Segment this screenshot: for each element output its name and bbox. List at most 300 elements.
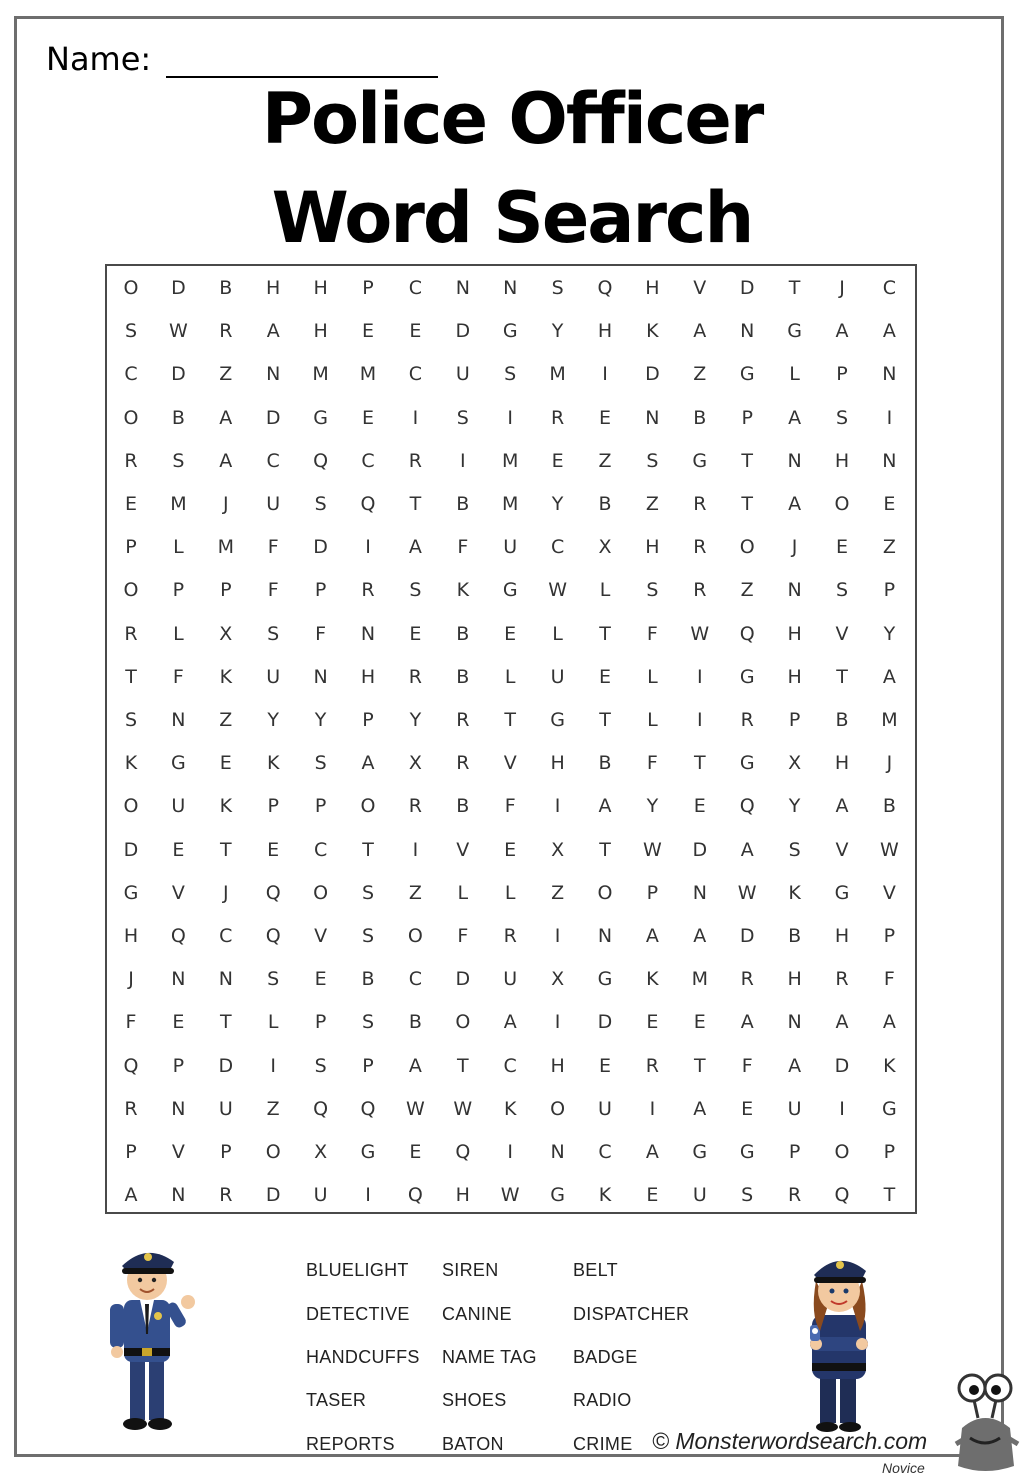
grid-letter[interactable]: P xyxy=(883,925,896,947)
grid-letter[interactable]: G xyxy=(171,752,186,775)
grid-letter[interactable]: V xyxy=(171,1141,185,1163)
grid-letter[interactable]: R xyxy=(124,622,138,645)
grid-letter[interactable]: T xyxy=(409,493,422,515)
grid-letter[interactable]: H xyxy=(834,449,850,472)
grid-letter[interactable]: G xyxy=(739,665,755,688)
grid-letter[interactable]: F xyxy=(741,1054,753,1077)
grid-letter[interactable]: N xyxy=(171,1184,186,1207)
grid-letter[interactable]: G xyxy=(739,363,755,386)
grid-letter[interactable]: S xyxy=(267,968,280,991)
grid-letter[interactable]: V xyxy=(314,925,328,947)
grid-letter[interactable]: O xyxy=(407,925,423,947)
grid-letter[interactable]: J xyxy=(886,752,893,775)
grid-letter[interactable]: Y xyxy=(551,493,564,515)
grid-letter[interactable]: I xyxy=(270,1054,276,1077)
grid-letter[interactable]: P xyxy=(788,709,801,731)
grid-letter[interactable]: S xyxy=(646,579,659,602)
grid-letter[interactable]: S xyxy=(267,622,280,645)
grid-letter[interactable]: T xyxy=(741,449,753,472)
grid-letter[interactable]: A xyxy=(408,1054,422,1077)
grid-letter[interactable]: H xyxy=(313,277,328,299)
grid-letter[interactable]: F xyxy=(267,536,279,559)
grid-letter[interactable]: J xyxy=(128,968,134,991)
grid-letter[interactable]: N xyxy=(218,968,233,991)
grid-letter[interactable]: S xyxy=(456,406,469,429)
grid-letter[interactable]: E xyxy=(598,1054,611,1077)
grid-letter[interactable]: W xyxy=(642,838,662,861)
grid-letter[interactable]: T xyxy=(693,1054,706,1077)
grid-letter[interactable]: G xyxy=(550,709,565,731)
grid-letter[interactable]: V xyxy=(835,838,849,861)
grid-letter[interactable]: Q xyxy=(455,1141,471,1163)
grid-letter[interactable]: Z xyxy=(266,1097,280,1120)
grid-letter[interactable]: E xyxy=(124,493,137,515)
grid-letter[interactable]: R xyxy=(124,449,138,472)
grid-letter[interactable]: N xyxy=(645,406,660,429)
grid-letter[interactable]: P xyxy=(646,881,659,904)
grid-letter[interactable]: P xyxy=(172,579,185,602)
grid-letter[interactable]: C xyxy=(361,449,375,472)
grid-letter[interactable]: D xyxy=(645,363,660,386)
grid-letter[interactable]: H xyxy=(266,277,281,299)
grid-letter[interactable]: M xyxy=(501,449,519,472)
grid-letter[interactable]: C xyxy=(408,277,423,299)
grid-letter[interactable]: E xyxy=(267,838,280,861)
grid-letter[interactable]: O xyxy=(455,1011,471,1034)
grid-letter[interactable]: H xyxy=(787,665,802,688)
grid-letter[interactable]: N xyxy=(171,968,186,991)
grid-letter[interactable]: I xyxy=(649,1097,656,1120)
grid-letter[interactable]: E xyxy=(361,406,374,429)
grid-letter[interactable]: K xyxy=(124,752,138,775)
grid-letter[interactable]: H xyxy=(123,925,139,947)
grid-letter[interactable]: U xyxy=(171,795,186,818)
grid-letter[interactable]: L xyxy=(173,622,184,645)
grid-letter[interactable]: T xyxy=(219,838,232,861)
grid-letter[interactable]: A xyxy=(645,1141,659,1163)
grid-letter[interactable]: I xyxy=(602,363,608,386)
letter-grid[interactable] xyxy=(105,264,917,1214)
grid-letter[interactable]: H xyxy=(550,1054,565,1077)
grid-letter[interactable]: U xyxy=(550,665,565,688)
grid-letter[interactable]: L xyxy=(267,1011,279,1034)
grid-letter[interactable]: E xyxy=(551,449,564,472)
grid-letter[interactable]: X xyxy=(408,752,422,775)
grid-letter[interactable]: U xyxy=(503,968,518,991)
grid-letter[interactable]: A xyxy=(882,1011,896,1034)
grid-letter[interactable]: K xyxy=(646,320,659,343)
grid-letter[interactable]: H xyxy=(550,752,565,775)
grid-letter[interactable]: N xyxy=(503,277,518,299)
grid-letter[interactable]: I xyxy=(412,838,419,861)
grid-letter[interactable]: L xyxy=(173,536,184,559)
grid-letter[interactable]: N xyxy=(787,1011,802,1034)
grid-letter[interactable]: P xyxy=(883,1141,896,1163)
grid-letter[interactable]: W xyxy=(879,838,899,861)
grid-letter[interactable]: Y xyxy=(883,622,896,645)
grid-letter[interactable]: E xyxy=(172,1011,185,1034)
grid-letter[interactable]: E xyxy=(504,838,517,861)
grid-letter[interactable]: A xyxy=(788,1054,802,1077)
grid-letter[interactable]: R xyxy=(740,968,754,991)
grid-letter[interactable]: R xyxy=(550,406,565,429)
grid-letter[interactable]: E xyxy=(693,795,706,818)
grid-letter[interactable]: A xyxy=(598,795,612,818)
grid-letter[interactable]: Z xyxy=(740,579,754,602)
grid-letter[interactable]: W xyxy=(737,881,757,904)
grid-letter[interactable]: Q xyxy=(313,1097,329,1120)
grid-letter[interactable]: X xyxy=(551,838,565,861)
grid-letter[interactable]: K xyxy=(788,881,801,904)
grid-letter[interactable]: W xyxy=(453,1097,473,1120)
grid-letter[interactable]: Z xyxy=(408,881,422,904)
grid-letter[interactable]: M xyxy=(501,493,519,515)
grid-letter[interactable]: D xyxy=(739,925,755,947)
grid-letter[interactable]: K xyxy=(883,1054,896,1077)
grid-letter[interactable]: R xyxy=(693,493,707,515)
grid-letter[interactable]: B xyxy=(456,622,470,645)
grid-letter[interactable]: N xyxy=(597,925,613,947)
grid-letter[interactable]: T xyxy=(456,1054,469,1077)
grid-letter[interactable]: N xyxy=(455,277,470,299)
grid-letter[interactable]: O xyxy=(123,277,139,299)
grid-letter[interactable]: E xyxy=(646,1011,659,1034)
grid-letter[interactable]: N xyxy=(171,709,186,731)
grid-letter[interactable]: I xyxy=(696,709,703,731)
grid-letter[interactable]: I xyxy=(886,406,893,429)
grid-letter[interactable]: R xyxy=(408,665,422,688)
grid-letter[interactable]: Q xyxy=(265,925,281,947)
grid-letter[interactable]: A xyxy=(219,449,233,472)
grid-letter[interactable]: D xyxy=(171,277,186,299)
grid-letter[interactable]: E xyxy=(741,1097,754,1120)
grid-letter[interactable]: U xyxy=(266,493,281,515)
grid-letter[interactable]: H xyxy=(360,665,376,688)
grid-letter[interactable]: Q xyxy=(170,925,186,947)
grid-letter[interactable]: O xyxy=(313,881,329,904)
grid-letter[interactable]: G xyxy=(313,406,328,429)
grid-letter[interactable]: R xyxy=(740,709,754,731)
grid-letter[interactable]: D xyxy=(834,1054,850,1077)
grid-letter[interactable]: P xyxy=(741,406,753,429)
grid-letter[interactable]: P xyxy=(220,1141,232,1163)
grid-letter[interactable]: Y xyxy=(551,320,564,343)
grid-letter[interactable]: O xyxy=(739,536,755,559)
grid-letter[interactable]: W xyxy=(168,320,188,343)
grid-letter[interactable]: L xyxy=(599,579,611,602)
grid-letter[interactable]: I xyxy=(554,1011,561,1034)
grid-letter[interactable]: D xyxy=(455,320,471,343)
grid-letter[interactable]: I xyxy=(365,536,371,559)
grid-letter[interactable]: Z xyxy=(219,709,233,731)
grid-letter[interactable]: O xyxy=(360,795,376,818)
grid-letter[interactable]: H xyxy=(597,320,613,343)
grid-letter[interactable]: D xyxy=(692,838,708,861)
grid-letter[interactable]: P xyxy=(362,277,374,299)
grid-letter[interactable]: O xyxy=(123,795,139,818)
grid-letter[interactable]: V xyxy=(835,622,849,645)
grid-letter[interactable]: B xyxy=(219,277,233,299)
grid-letter[interactable]: R xyxy=(408,795,422,818)
grid-letter[interactable]: P xyxy=(125,1141,137,1163)
grid-letter[interactable]: Q xyxy=(407,1184,423,1207)
grid-letter[interactable]: L xyxy=(647,665,658,688)
grid-letter[interactable]: H xyxy=(645,277,660,299)
grid-letter[interactable]: G xyxy=(123,881,139,904)
grid-letter[interactable]: V xyxy=(882,881,896,904)
grid-letter[interactable]: P xyxy=(267,795,279,818)
grid-letter[interactable]: E xyxy=(409,1141,422,1163)
grid-letter[interactable]: A xyxy=(835,320,849,343)
grid-letter[interactable]: L xyxy=(552,622,563,645)
grid-letter[interactable]: F xyxy=(883,968,895,991)
grid-letter[interactable]: F xyxy=(646,622,658,645)
grid-letter[interactable]: K xyxy=(219,795,233,818)
grid-letter[interactable]: S xyxy=(314,752,327,775)
grid-letter[interactable]: R xyxy=(787,1184,802,1207)
grid-letter[interactable]: E xyxy=(409,320,422,343)
grid-letter[interactable]: A xyxy=(408,536,422,559)
grid-letter[interactable]: A xyxy=(219,406,233,429)
grid-letter[interactable]: B xyxy=(598,752,612,775)
grid-letter[interactable]: Q xyxy=(360,493,376,515)
grid-letter[interactable]: P xyxy=(314,1011,327,1034)
grid-letter[interactable]: P xyxy=(362,1054,374,1077)
grid-letter[interactable]: S xyxy=(788,838,801,861)
grid-letter[interactable]: G xyxy=(550,1184,565,1207)
grid-letter[interactable]: C xyxy=(503,1054,517,1077)
grid-letter[interactable]: R xyxy=(503,925,517,947)
grid-letter[interactable]: A xyxy=(835,795,849,818)
grid-letter[interactable]: S xyxy=(741,1184,754,1207)
grid-letter[interactable]: K xyxy=(503,1097,517,1120)
grid-letter[interactable]: P xyxy=(883,579,896,602)
grid-letter[interactable]: S xyxy=(361,925,375,947)
grid-letter[interactable]: Z xyxy=(551,881,565,904)
grid-letter[interactable]: Z xyxy=(645,493,659,515)
grid-letter[interactable]: S xyxy=(314,493,327,515)
grid-letter[interactable]: C xyxy=(408,968,423,991)
grid-letter[interactable]: B xyxy=(456,795,470,818)
grid-letter[interactable]: H xyxy=(834,925,850,947)
grid-letter[interactable]: B xyxy=(693,406,707,429)
grid-letter[interactable]: T xyxy=(741,493,753,515)
grid-letter[interactable]: I xyxy=(365,1184,371,1207)
grid-letter[interactable]: Q xyxy=(739,795,755,818)
grid-letter[interactable]: G xyxy=(692,1141,708,1163)
grid-letter[interactable]: B xyxy=(456,493,470,515)
grid-letter[interactable]: P xyxy=(220,579,232,602)
grid-letter[interactable]: N xyxy=(787,579,802,602)
grid-letter[interactable]: S xyxy=(504,363,517,386)
grid-letter[interactable]: A xyxy=(361,752,375,775)
grid-letter[interactable]: S xyxy=(361,881,375,904)
grid-letter[interactable]: H xyxy=(834,752,850,775)
grid-letter[interactable]: E xyxy=(361,320,374,343)
grid-letter[interactable]: M xyxy=(217,536,234,559)
grid-letter[interactable]: G xyxy=(882,1097,897,1120)
grid-letter[interactable]: F xyxy=(172,665,184,688)
grid-letter[interactable]: M xyxy=(881,709,898,731)
grid-letter[interactable]: Q xyxy=(739,622,755,645)
grid-letter[interactable]: F xyxy=(457,925,469,947)
grid-letter[interactable]: A xyxy=(693,320,707,343)
grid-letter[interactable]: R xyxy=(361,579,375,602)
grid-letter[interactable]: L xyxy=(457,881,469,904)
grid-letter[interactable]: M xyxy=(312,363,329,386)
grid-letter[interactable]: N xyxy=(740,320,755,343)
grid-letter[interactable]: E xyxy=(598,406,611,429)
grid-letter[interactable]: V xyxy=(693,277,707,299)
grid-letter[interactable]: S xyxy=(646,449,659,472)
grid-letter[interactable]: L xyxy=(789,363,800,386)
grid-letter[interactable]: S xyxy=(551,277,564,299)
grid-letter[interactable]: F xyxy=(504,795,516,818)
grid-letter[interactable]: Q xyxy=(313,449,329,472)
grid-letter[interactable]: A xyxy=(882,665,896,688)
grid-letter[interactable]: A xyxy=(788,406,802,429)
grid-letter[interactable]: X xyxy=(551,968,565,991)
grid-letter[interactable]: G xyxy=(502,320,518,343)
grid-letter[interactable]: D xyxy=(597,1011,613,1034)
grid-letter[interactable]: S xyxy=(314,1054,327,1077)
grid-letter[interactable]: D xyxy=(218,1054,234,1077)
grid-letter[interactable]: O xyxy=(123,579,139,602)
grid-letter[interactable]: G xyxy=(834,881,850,904)
grid-letter[interactable]: D xyxy=(455,968,471,991)
grid-letter[interactable]: E xyxy=(835,536,848,559)
grid-letter[interactable]: W xyxy=(405,1097,425,1120)
grid-letter[interactable]: A xyxy=(645,925,659,947)
grid-letter[interactable]: D xyxy=(265,1184,281,1207)
grid-letter[interactable]: R xyxy=(693,579,707,602)
grid-letter[interactable]: E xyxy=(314,968,327,991)
grid-letter[interactable]: H xyxy=(787,968,802,991)
grid-letter[interactable]: S xyxy=(409,579,422,602)
grid-letter[interactable]: R xyxy=(219,320,233,343)
grid-letter[interactable]: G xyxy=(597,968,613,991)
grid-letter[interactable]: W xyxy=(690,622,710,645)
grid-letter[interactable]: S xyxy=(835,579,849,602)
grid-letter[interactable]: P xyxy=(125,536,137,559)
grid-letter[interactable]: I xyxy=(507,1141,513,1163)
grid-letter[interactable]: I xyxy=(412,406,419,429)
grid-letter[interactable]: M xyxy=(549,363,566,386)
grid-letter[interactable]: D xyxy=(123,838,139,861)
grid-letter[interactable]: O xyxy=(597,881,613,904)
grid-letter[interactable]: H xyxy=(313,320,328,343)
grid-letter[interactable]: Y xyxy=(314,709,327,731)
grid-letter[interactable]: N xyxy=(313,665,328,688)
grid-letter[interactable]: O xyxy=(550,1097,566,1120)
grid-letter[interactable]: U xyxy=(218,1097,233,1120)
grid-letter[interactable]: Q xyxy=(265,881,281,904)
grid-letter[interactable]: R xyxy=(693,536,707,559)
grid-letter[interactable]: E xyxy=(219,752,232,775)
grid-letter[interactable]: D xyxy=(171,363,186,386)
grid-letter[interactable]: Q xyxy=(123,1054,139,1077)
grid-letter[interactable]: A xyxy=(788,493,802,515)
grid-letter[interactable]: B xyxy=(788,925,802,947)
grid-letter[interactable]: T xyxy=(599,622,611,645)
grid-letter[interactable]: T xyxy=(599,838,611,861)
grid-letter[interactable]: G xyxy=(692,449,708,472)
grid-letter[interactable]: M xyxy=(170,493,187,515)
grid-letter[interactable]: O xyxy=(265,1141,281,1163)
grid-letter[interactable]: V xyxy=(503,752,517,775)
grid-letter[interactable]: T xyxy=(599,709,611,731)
grid-letter[interactable]: I xyxy=(507,406,513,429)
grid-letter[interactable]: Y xyxy=(788,795,801,818)
grid-letter[interactable]: B xyxy=(171,406,185,429)
grid-letter[interactable]: B xyxy=(882,795,896,818)
grid-letter[interactable]: F xyxy=(125,1011,137,1034)
grid-letter[interactable]: Z xyxy=(219,363,233,386)
grid-letter[interactable]: J xyxy=(222,493,229,515)
grid-letter[interactable]: S xyxy=(835,406,849,429)
grid-letter[interactable]: J xyxy=(791,536,798,559)
grid-letter[interactable]: Y xyxy=(267,709,279,731)
grid-letter[interactable]: B xyxy=(456,665,470,688)
grid-letter[interactable]: C xyxy=(408,363,423,386)
grid-letter[interactable]: T xyxy=(836,665,848,688)
grid-letter[interactable]: B xyxy=(361,968,375,991)
grid-letter[interactable]: I xyxy=(554,795,561,818)
grid-letter[interactable]: V xyxy=(456,838,470,861)
grid-letter[interactable]: E xyxy=(504,622,517,645)
grid-letter[interactable]: X xyxy=(314,1141,328,1163)
grid-letter[interactable]: S xyxy=(124,709,138,731)
grid-letter[interactable]: C xyxy=(124,363,138,386)
grid-letter[interactable]: L xyxy=(504,665,516,688)
grid-letter[interactable]: R xyxy=(408,449,422,472)
grid-letter[interactable]: T xyxy=(693,752,706,775)
grid-letter[interactable]: N xyxy=(360,622,376,645)
grid-letter[interactable]: T xyxy=(219,1011,232,1034)
grid-letter[interactable]: Z xyxy=(693,363,707,386)
grid-letter[interactable]: X xyxy=(598,536,612,559)
grid-letter[interactable]: O xyxy=(834,493,850,515)
grid-letter[interactable]: D xyxy=(313,536,328,559)
grid-letter[interactable]: M xyxy=(359,363,377,386)
grid-letter[interactable]: O xyxy=(123,406,139,429)
grid-letter[interactable]: C xyxy=(550,536,565,559)
grid-letter[interactable]: S xyxy=(172,449,185,472)
grid-letter[interactable]: D xyxy=(265,406,281,429)
grid-letter[interactable]: I xyxy=(554,925,561,947)
grid-letter[interactable]: N xyxy=(692,881,707,904)
grid-letter[interactable]: T xyxy=(883,1184,896,1207)
grid-letter[interactable]: V xyxy=(171,881,185,904)
grid-letter[interactable]: K xyxy=(598,1184,612,1207)
grid-letter[interactable]: A xyxy=(503,1011,517,1034)
grid-letter[interactable]: U xyxy=(313,1184,328,1207)
grid-letter[interactable]: P xyxy=(836,363,848,386)
grid-letter[interactable]: E xyxy=(883,493,896,515)
grid-letter[interactable]: P xyxy=(172,1054,185,1077)
grid-letter[interactable]: Y xyxy=(409,709,422,731)
grid-letter[interactable]: W xyxy=(548,579,567,602)
grid-letter[interactable]: X xyxy=(788,752,802,775)
grid-letter[interactable]: Q xyxy=(834,1184,850,1207)
grid-letter[interactable]: R xyxy=(456,709,470,731)
grid-letter[interactable]: B xyxy=(598,493,612,515)
grid-letter[interactable]: W xyxy=(500,1184,520,1207)
grid-letter[interactable]: Z xyxy=(598,449,612,472)
grid-letter[interactable]: I xyxy=(839,1097,845,1120)
grid-letter[interactable]: D xyxy=(739,277,755,299)
grid-letter[interactable]: R xyxy=(835,968,849,991)
